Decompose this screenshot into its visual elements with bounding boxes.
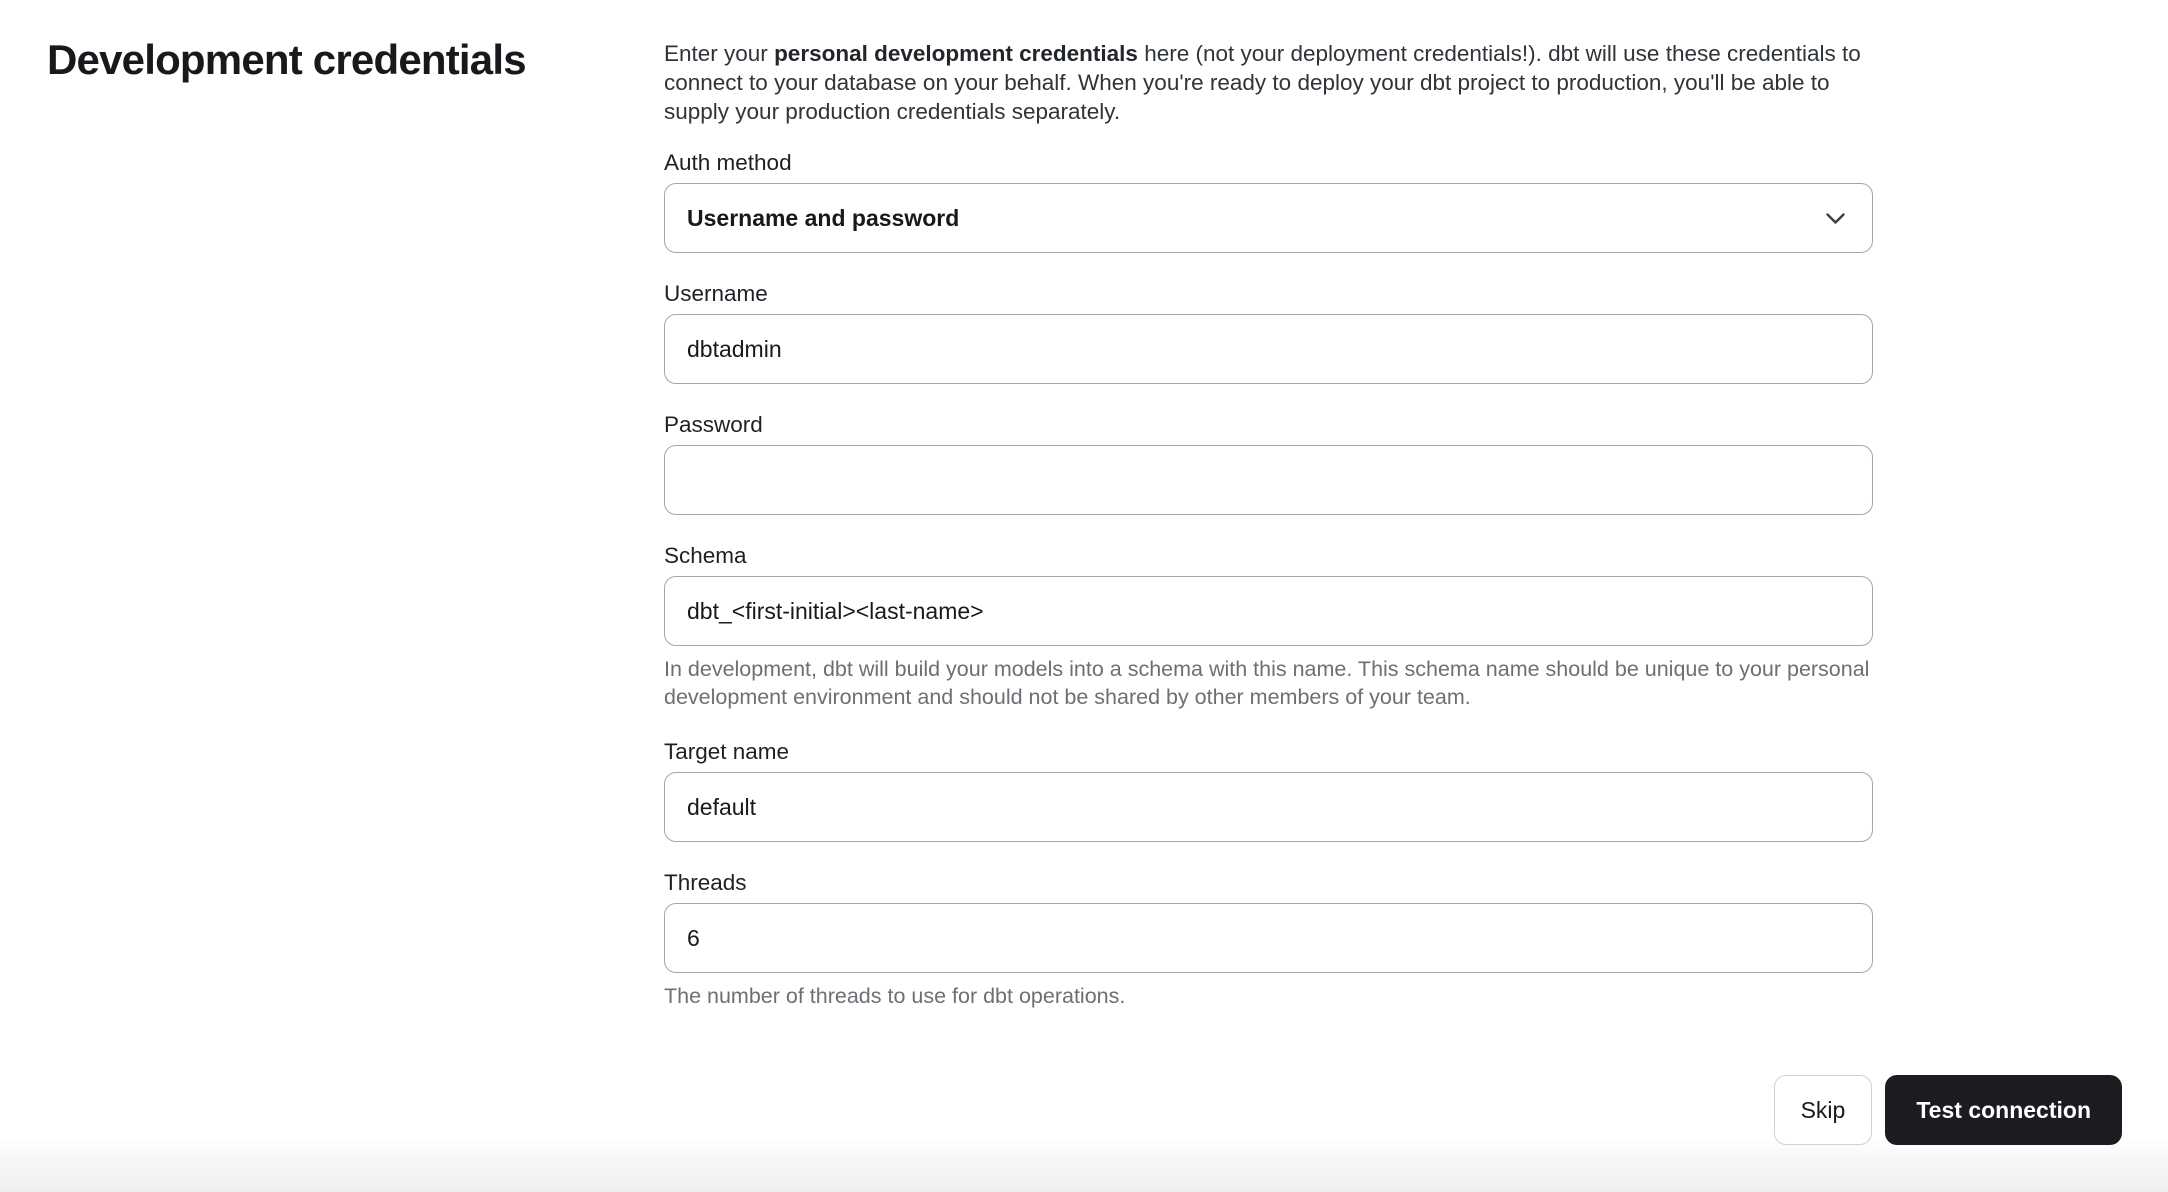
auth-method-selected-value: Username and password [687,204,960,231]
schema-helper-text: In development, dbt will build your models into a schema with this name. This schema name should be unique to your personal development environment and should not be shared by other members of your team. [664,657,1870,709]
credentials-description [664,39,1873,126]
credentials-form [664,36,1873,1036]
username-label: Username [664,281,768,306]
description-bold-text: personal development credentials [774,41,1138,66]
skip-button[interactable]: Skip [1774,1075,1873,1145]
auth-method-field-group [664,148,1873,253]
username-field-group [664,279,1873,384]
schema-label: Schema [664,543,747,568]
footer-actions [1774,1075,2122,1145]
threads-input[interactable] [664,903,1873,973]
target-name-input[interactable] [664,772,1873,842]
target-name-label: Target name [664,739,790,764]
password-input[interactable] [664,445,1873,515]
password-label: Password [664,412,763,437]
threads-helper-text: The number of threads to use for dbt operations. [664,984,1126,1008]
username-input[interactable] [664,314,1873,384]
target-name-field-group [664,737,1873,842]
section-title-column [47,36,664,84]
auth-method-select[interactable] [664,183,1873,253]
page-title: Development credentials [47,36,526,83]
schema-input[interactable] [664,576,1873,646]
threads-label: Threads [664,870,747,895]
password-field-group [664,410,1873,515]
auth-method-label: Auth method [664,150,792,175]
description-intro: Enter your [664,41,775,66]
chevron-down-icon [1825,212,1846,225]
description-rest: here (not your deployment credentials!). dbt will use these credentials to connect to your database on your behalf. When you're ready to deploy your dbt project to production, you'll be able to supply your production credentials separately. [664,41,1861,124]
threads-field-group [664,868,1873,1010]
test-connection-button[interactable]: Test connection [1885,1075,2122,1145]
schema-field-group [664,541,1873,711]
